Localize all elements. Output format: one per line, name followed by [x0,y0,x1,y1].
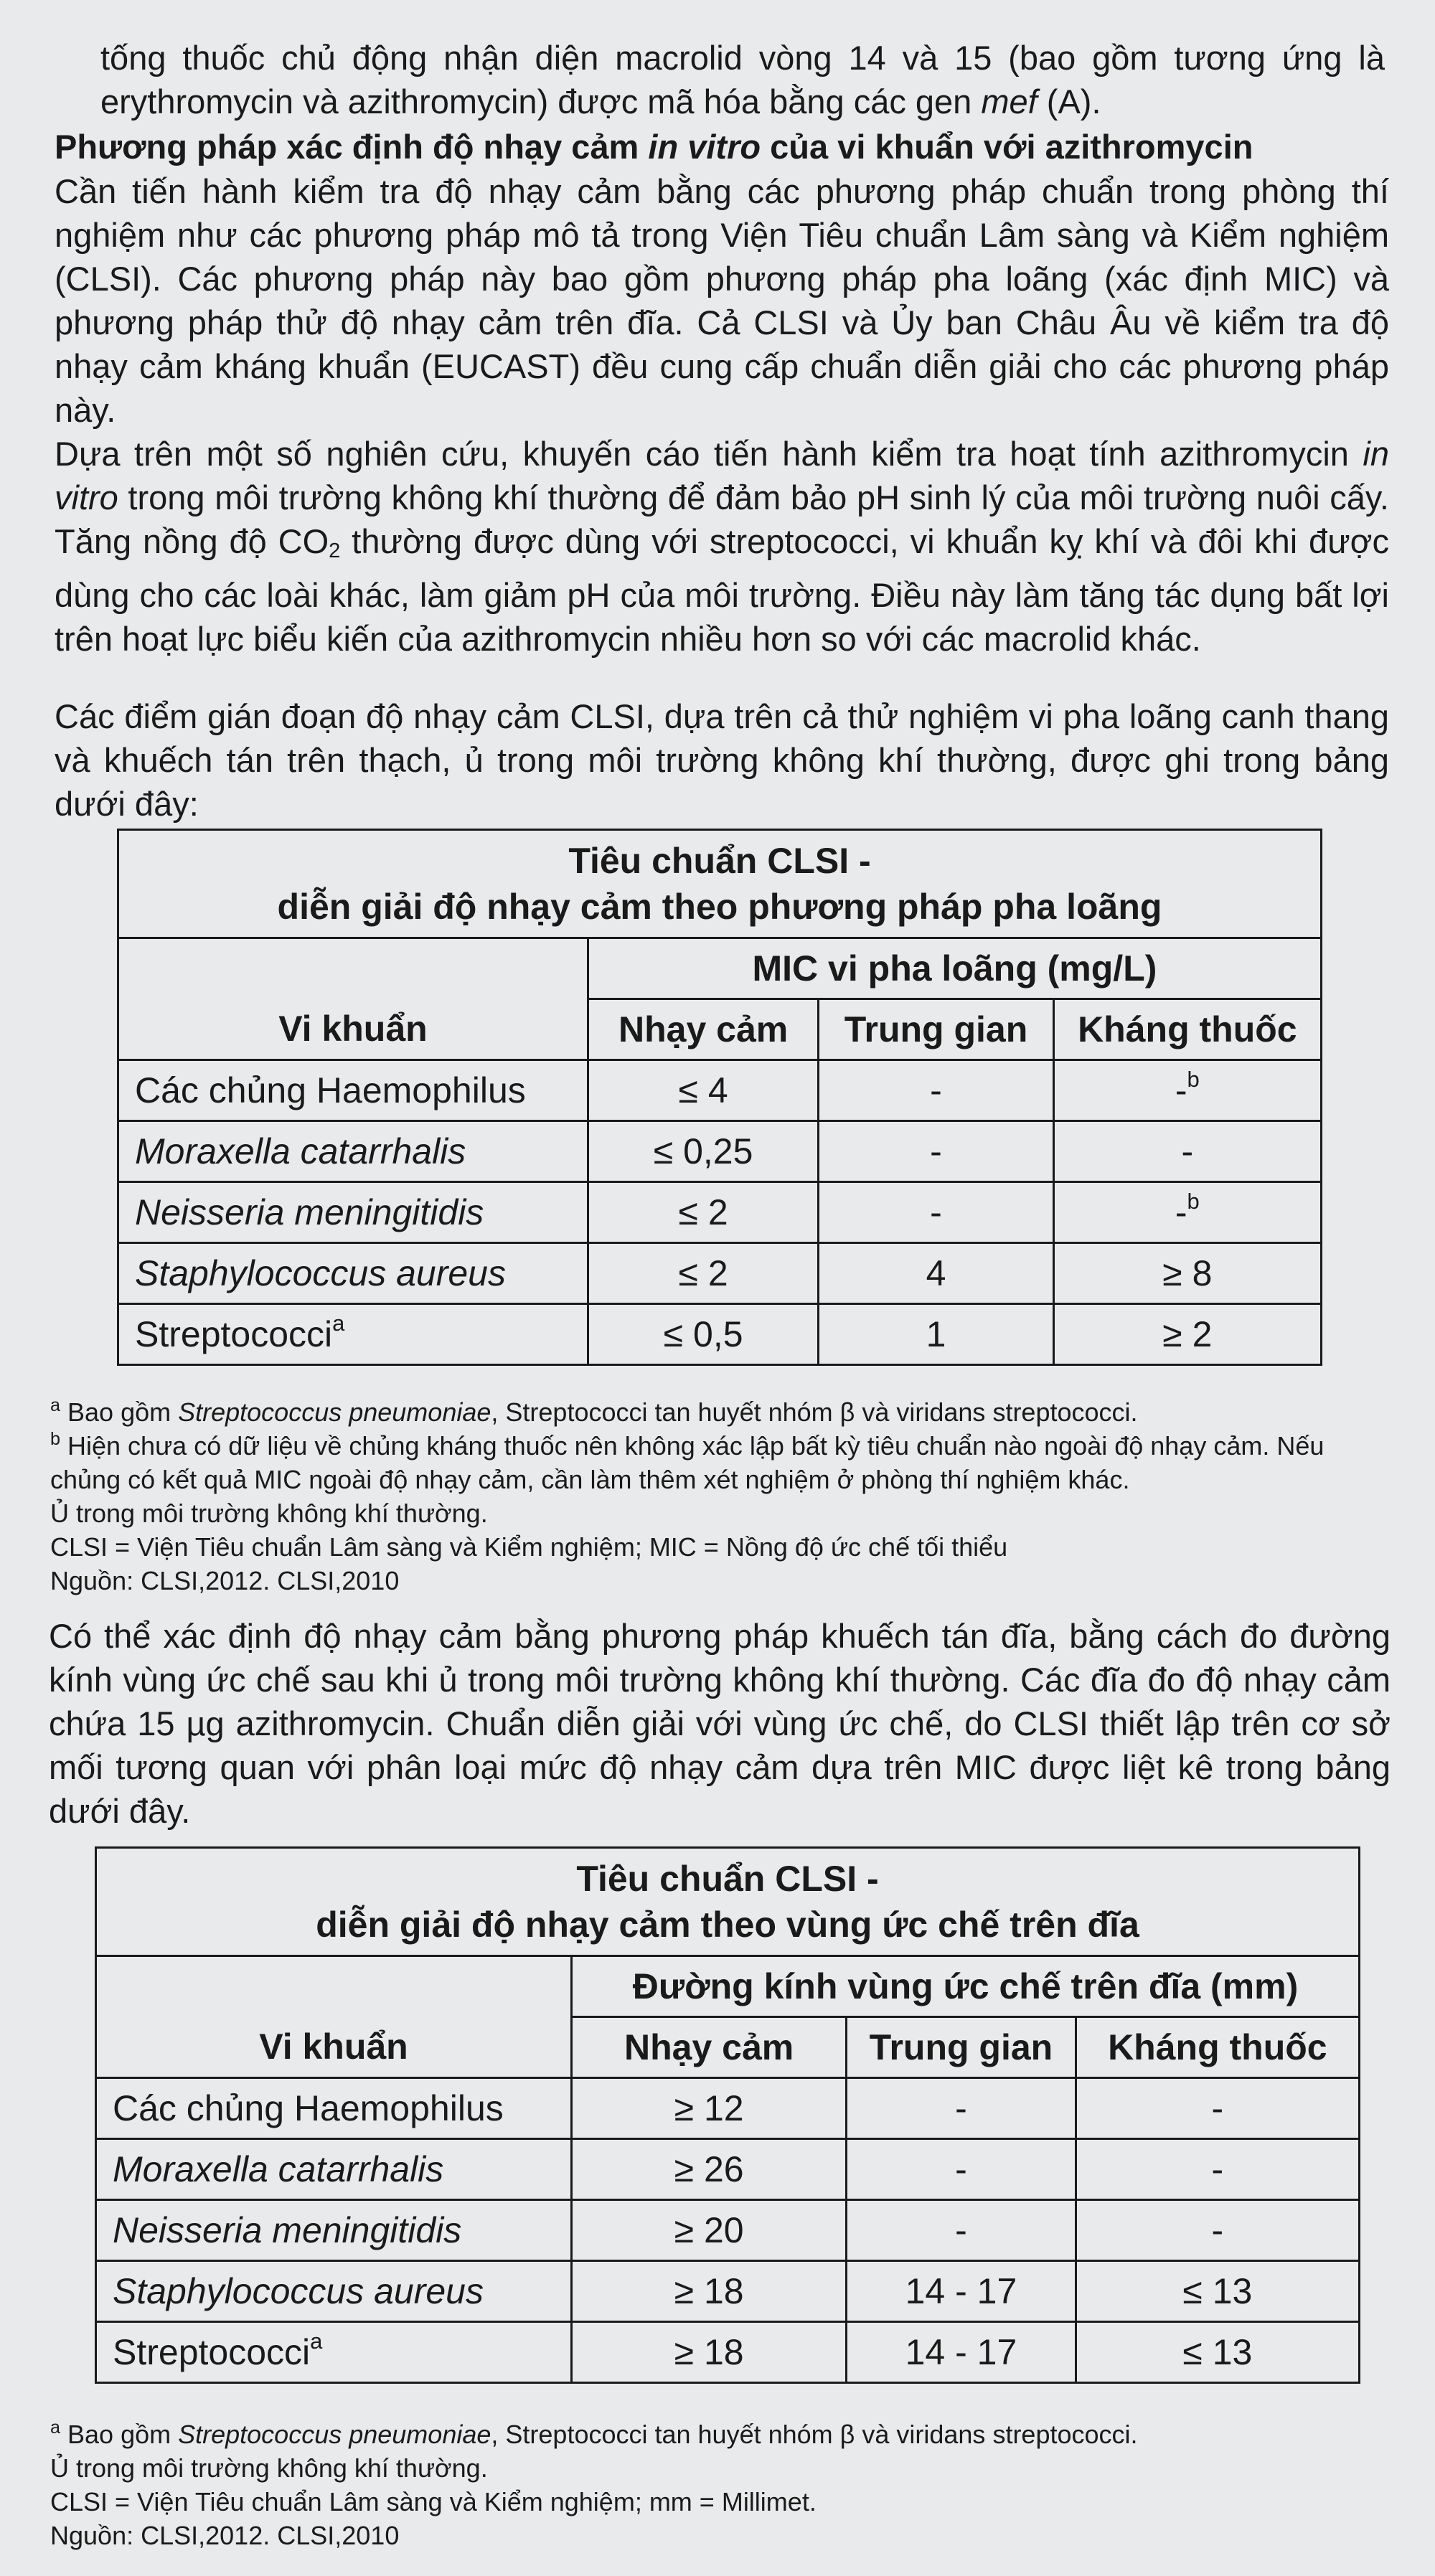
disk-table [95,1846,1360,2384]
susceptible-cell [572,2078,847,2139]
note-a [50,2417,1399,2451]
note-source: Nguồn: CLSI,2012. CLSI,2010 [50,2521,400,2550]
note-text: Bao gồm [60,1397,179,1427]
cell-value: ≥ 2 [1162,1314,1213,1354]
col-resistant: Kháng thuốc [1053,999,1321,1060]
cell-value: 4 [926,1253,946,1293]
cell-value: 14 - 17 [905,2271,1017,2311]
intermediate-cell [847,2139,1076,2200]
susceptible-cell [588,1182,818,1243]
organism-name: Các chủng Haemophilus [113,2088,504,2128]
footnote-mark: a [310,2329,323,2354]
organism-name: Streptococci [135,1314,333,1354]
organism-cell [118,1243,588,1304]
table-title [96,1848,1360,1956]
group-header: Đường kính vùng ức chế trên đĩa (mm) [572,1956,1360,2017]
cell-value: - [1211,2088,1224,2128]
note-b [50,1429,1399,1496]
susceptible-cell [588,1243,818,1304]
table-row [118,1121,1322,1182]
cell-value: ≥ 8 [1162,1253,1213,1293]
footnote-mark: b [1187,1189,1200,1214]
intermediate-cell [819,1182,1053,1243]
resistant-cell [1076,2322,1359,2383]
organism-name: Neisseria meningitidis [113,2210,462,2250]
organism-name: Neisseria meningitidis [135,1192,484,1232]
cell-value: - [955,2210,967,2250]
susceptible-cell [572,2261,847,2322]
organism-cell [118,1060,588,1121]
susceptible-cell [588,1304,818,1365]
note-source: Nguồn: CLSI,2012. CLSI,2010 [50,1566,400,1595]
susceptible-cell [588,1060,818,1121]
heading-text: của vi khuẩn với azithromycin [761,128,1253,166]
organism-name: Streptococci [113,2332,311,2372]
group-header-row [118,938,1322,999]
intermediate-cell [847,2078,1076,2139]
table-row [118,1182,1322,1243]
note-line: CLSI = Viện Tiêu chuẩn Lâm sàng và Kiểm nghiệm; MIC = Nồng độ ức chế tối thiểu [50,1532,1008,1562]
heading-italic: in vitro [648,128,761,166]
intermediate-cell [819,1121,1053,1182]
note-text: , Streptococci tan huyết nhóm β và viridans streptococci. [491,2420,1138,2449]
organism-cell [118,1121,588,1182]
cell-value: - [1175,1192,1187,1232]
table2-notes [50,2417,1399,2552]
subscript: 2 [329,539,341,562]
cell-value: - [1211,2210,1224,2250]
col-intermediate: Trung gian [819,999,1053,1060]
organism-cell [96,2078,572,2139]
note-text: , Streptococci tan huyết nhóm β và viridans streptococci. [491,1397,1138,1427]
footnote-mark: a [50,2417,61,2438]
note-line: Ủ trong môi trường không khí thường. [50,1499,488,1528]
title-line: diễn giải độ nhạy cảm theo vùng ức chế trên đĩa [316,1905,1139,1945]
col-susceptible: Nhạy cảm [588,999,818,1060]
resistant-cell [1053,1304,1321,1365]
title-line: Tiêu chuẩn CLSI - [576,1859,879,1899]
text: thường được dùng với streptococci, vi khuẩn kỵ khí và đôi khi được dùng cho các loài khác, làm giảm pH của môi trường. Điều này làm tăng tác dụng bất lợi trên hoạt lực biểu kiến của azithromycin nhiều hơn so với các macrolid khác. [55,522,1389,658]
paragraph-efflux [100,36,1385,123]
cell-value: ≤ 13 [1182,2271,1253,2311]
susceptible-cell [588,1121,818,1182]
paragraph-co2 [55,432,1389,661]
col-intermediate: Trung gian [847,2017,1076,2078]
intermediate-cell [819,1304,1053,1365]
footnote-mark: a [50,1395,61,1415]
intermediate-cell [819,1060,1053,1121]
note-italic: Streptococcus pneumoniae [178,2420,491,2449]
col-resistant: Kháng thuốc [1076,2017,1359,2078]
cell-value: ≤ 2 [678,1192,728,1232]
footnote-mark: b [1187,1067,1200,1092]
table-row [96,2261,1360,2322]
cell-value: - [955,2149,967,2189]
organism-cell [96,2139,572,2200]
table-row [118,1060,1322,1121]
cell-value: ≥ 26 [674,2149,744,2189]
table-row [96,2139,1360,2200]
organism-cell [118,1304,588,1365]
col-susceptible: Nhạy cảm [572,2017,847,2078]
organism-name: Staphylococcus aureus [113,2271,484,2311]
cell-value: - [1181,1131,1194,1171]
resistant-cell [1053,1182,1321,1243]
cell-value: ≥ 18 [674,2271,744,2311]
group-header-row [96,1956,1360,2017]
intermediate-cell [819,1243,1053,1304]
cell-value: - [1175,1070,1187,1110]
intermediate-cell [847,2322,1076,2383]
cell-value: ≥ 18 [674,2332,744,2372]
table1-notes [50,1395,1399,1598]
table-title-row [118,830,1322,938]
intermediate-cell [847,2200,1076,2261]
paragraph-disk-diffusion: Có thể xác định độ nhạy cảm bằng phương pháp khuếch tán đĩa, bằng cách đo đường kính vùng ức chế sau khi ủ trong môi trường không khí thường. Các đĩa đo độ nhạy cảm chứa 15 µg azithromycin. Chuẩn diễn giải với vùng ức chế, do CLSI thiết lập trên cơ sở mối tương quan với phân loại mức độ nhạy cảm dựa trên MIC được liệt kê trong bảng dưới đây. [49,1617,1391,1830]
intermediate-cell [847,2261,1076,2322]
footnote-mark: b [50,1429,61,1449]
heading-text: Phương pháp xác định độ nhạy cảm [55,128,649,166]
note-text: Hiện chưa có dữ liệu về chủng kháng thuốc nên không xác lập bất kỳ tiêu chuẩn nào ngoài độ nhạy cảm. Nếu chủng có kết quả MIC ngoài độ nhạy cảm, cần làm thêm xét nghiệm ở phòng thí nghiệm khác. [50,1431,1325,1494]
note-line: Ủ trong môi trường không khí thường. [50,2453,488,2483]
resistant-cell [1053,1121,1321,1182]
resistant-cell [1076,2078,1359,2139]
table-title [118,830,1322,938]
organism-name: Các chủng Haemophilus [135,1070,526,1110]
text: Dựa trên một số nghiên cứu, khuyến cáo tiến hành kiểm tra hoạt tính azithromycin [55,435,1363,473]
note-text: Bao gồm [60,2420,179,2449]
cell-value: ≤ 0,25 [653,1131,753,1171]
gene-name: mef [981,82,1038,121]
group-header: MIC vi pha loãng (mg/L) [588,938,1321,999]
section-heading [55,125,1389,169]
table-row [96,2322,1360,2383]
cell-value: ≥ 12 [674,2088,744,2128]
cell-value: - [955,2088,967,2128]
organism-name: Moraxella catarrhalis [113,2149,444,2189]
text-italic: in vitro [55,435,1389,516]
text: tống thuốc chủ động nhận diện macrolid vòng 14 và 15 (bao gồm tương ứng là erythromycin và azithromycin) được mã hóa bằng các gen [100,39,1385,121]
footnote-mark: a [332,1311,345,1336]
title-line: diễn giải độ nhạy cảm theo phương pháp pha loãng [277,887,1162,927]
column-header-row [96,2017,1360,2078]
cell-value: 14 - 17 [905,2332,1017,2372]
cell-value: - [930,1131,942,1171]
resistant-cell [1053,1243,1321,1304]
resistant-cell [1076,2200,1359,2261]
text: trong môi trường không khí thường để đảm bảo pH sinh lý của môi trường nuôi cấy. Tăng nồng độ CO [55,478,1389,560]
table-row [96,2200,1360,2261]
susceptible-cell [572,2322,847,2383]
susceptible-cell [572,2139,847,2200]
organism-cell [118,1182,588,1243]
col-organism: Vi khuẩn [96,2017,572,2078]
title-line: Tiêu chuẩn CLSI - [568,841,871,881]
cell-value: - [930,1070,942,1110]
column-header-row [118,999,1322,1060]
susceptible-cell [572,2200,847,2261]
col-organism: Vi khuẩn [118,999,588,1060]
table-row [96,2078,1360,2139]
cell-value: ≤ 13 [1182,2332,1253,2372]
cell-value: ≤ 2 [678,1253,728,1293]
organism-cell [96,2261,572,2322]
cell-value: 1 [926,1314,946,1354]
note-italic: Streptococcus pneumoniae [178,1397,491,1427]
organism-cell [96,2322,572,2383]
cell-value: ≤ 4 [678,1070,728,1110]
note-line: CLSI = Viện Tiêu chuẩn Lâm sàng và Kiểm nghiệm; mm = Millimet. [50,2487,817,2516]
text: (A). [1037,82,1101,121]
organism-name: Moraxella catarrhalis [135,1131,466,1171]
cell-value: ≥ 20 [674,2210,744,2250]
empty-cell [118,938,588,999]
organism-name: Staphylococcus aureus [135,1253,506,1293]
resistant-cell [1076,2261,1359,2322]
empty-cell [96,1956,572,2017]
organism-cell [96,2200,572,2261]
table-row [118,1304,1322,1365]
paragraph-breakpoints: Các điểm gián đoạn độ nhạy cảm CLSI, dựa trên cả thử nghiệm vi pha loãng canh thang và khuếch tán trên thạch, ủ trong môi trường không khí thường, được ghi trong bảng dưới đây: [55,697,1389,823]
cell-value: - [1211,2149,1224,2189]
resistant-cell [1053,1060,1321,1121]
paragraph-methods: Cần tiến hành kiểm tra độ nhạy cảm bằng các phương pháp chuẩn trong phòng thí nghiệm như các phương pháp mô tả trong Viện Tiêu chuẩn Lâm sàng và Kiểm nghiệm (CLSI). Các phương pháp này bao gồm phương pháp pha loãng (xác định MIC) và phương pháp thử độ nhạy cảm trên đĩa. Cả CLSI và Ủy ban Châu Âu về kiểm tra độ nhạy cảm kháng khuẩn (EUCAST) đều cung cấp chuẩn diễn giải cho các phương pháp này. [55,172,1389,429]
cell-value: - [930,1192,942,1232]
cell-value: ≤ 0,5 [663,1314,743,1354]
resistant-cell [1076,2139,1359,2200]
table-row [118,1243,1322,1304]
note-a [50,1395,1399,1429]
table-title-row [96,1848,1360,1956]
mic-table [117,829,1322,1366]
